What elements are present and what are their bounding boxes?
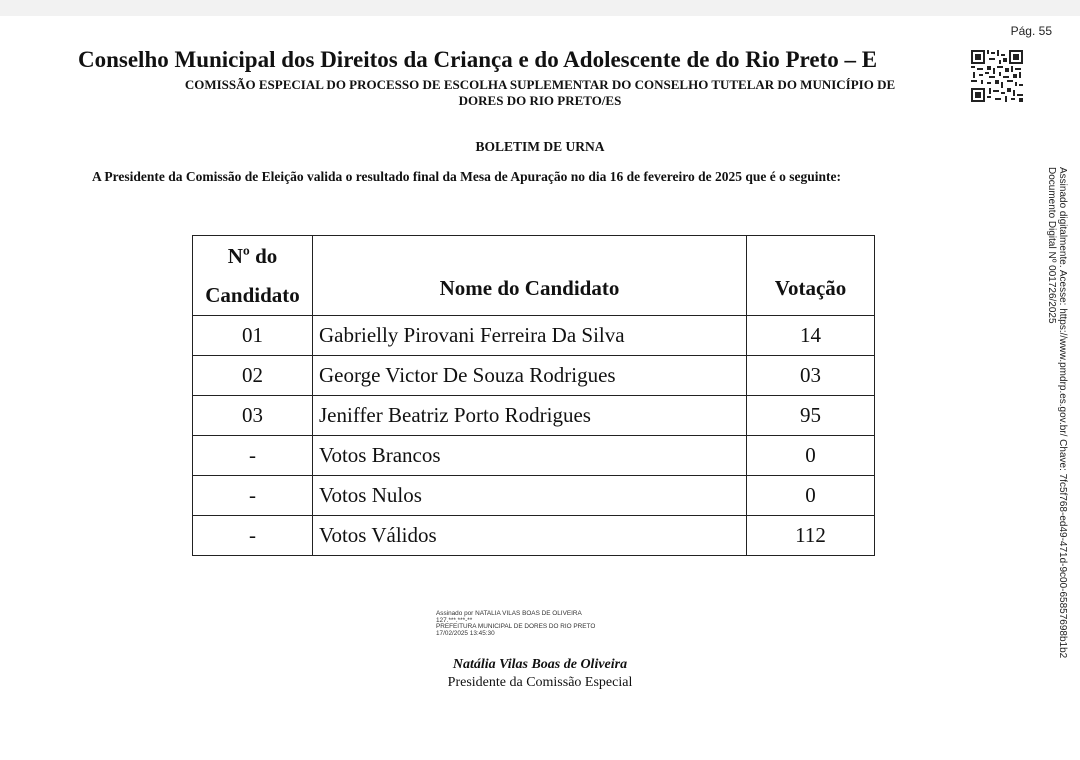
signatory-role: Presidente da Comissão Especial <box>447 675 633 690</box>
candidate-votes: 0 <box>747 436 875 476</box>
candidate-votes: 95 <box>747 396 875 436</box>
candidate-number: 03 <box>193 396 313 436</box>
candidate-number: - <box>193 436 313 476</box>
intro-paragraph: A Presidente da Comissão de Eleição valida o resultado final da Mesa de Apuração no dia 16 de fevereiro de 2025 que é o seguinte: <box>92 169 841 184</box>
candidate-votes: 03 <box>747 356 875 396</box>
candidate-number: 02 <box>193 356 313 396</box>
candidate-name: Votos Válidos <box>313 516 747 556</box>
stamp-line-2: 127.***.***-** <box>436 616 473 624</box>
subtitle-line-1: COMISSÃO ESPECIAL DO PROCESSO DE ESCOLHA SUPLEMENTAR DO CONSELHO TUTELAR DO MUNICÍPIO DE <box>184 77 896 92</box>
candidate-votes: 0 <box>747 476 875 516</box>
commission-subtitle <box>100 77 980 109</box>
stamp-line-1: Assinado por NATALIA VILAS BOAS DE OLIVEIRA <box>436 610 582 617</box>
qr-code-icon <box>971 50 1023 102</box>
header-candidate-number <box>193 236 313 316</box>
document-title: BOLETIM DE URNA <box>475 139 605 154</box>
side-note-line-1: Assinado digitalmente. Acesse: https://www.pmdrp.es.gov.br/ Chave: 7fc5f768-ed49-471d-9c00-65857698b1b2 <box>1057 167 1068 659</box>
table-row <box>193 316 875 356</box>
candidate-name: Jeniffer Beatriz Porto Rodrigues <box>313 396 747 436</box>
table-row <box>193 516 875 556</box>
candidate-number: - <box>193 476 313 516</box>
table-row <box>193 436 875 476</box>
candidate-name: Votos Brancos <box>313 436 747 476</box>
results-table <box>192 235 875 556</box>
header-candidate-name: Nome do Candidato <box>313 236 747 316</box>
digital-signature-stamp <box>436 611 595 637</box>
signatory-name: Natália Vilas Boas de Oliveira <box>452 657 628 672</box>
header-votes: Votação <box>747 236 875 316</box>
header-number-line-1: Nº do <box>227 243 278 268</box>
candidate-name: George Victor De Souza Rodrigues <box>313 356 747 396</box>
page-number: Pág. 55 <box>1010 24 1052 38</box>
header-number-line-2: Candidato <box>205 282 300 307</box>
stamp-line-4: 17/02/2025 13:45:30 <box>436 629 495 637</box>
candidate-name: Votos Nulos <box>313 476 747 516</box>
side-note-line-2: Documento Digital Nº 001726/2025 <box>1046 167 1057 324</box>
org-title: Conselho Municipal dos Direitos da Criança e do Adolescente de do Rio Preto – E <box>78 47 878 72</box>
subtitle-line-2: DORES DO RIO PRETO/ES <box>458 93 622 108</box>
side-verification-note <box>1046 167 1070 659</box>
candidate-number: - <box>193 516 313 556</box>
table-row <box>193 356 875 396</box>
candidate-votes: 14 <box>747 316 875 356</box>
candidate-number: 01 <box>193 316 313 356</box>
candidate-votes: 112 <box>747 516 875 556</box>
table-row <box>193 476 875 516</box>
candidate-name: Gabrielly Pirovani Ferreira Da Silva <box>313 316 747 356</box>
table-header-row <box>193 236 875 316</box>
stamp-line-3: PREFEITURA MUNICIPAL DE DORES DO RIO PRETO <box>436 623 596 631</box>
table-row <box>193 396 875 436</box>
